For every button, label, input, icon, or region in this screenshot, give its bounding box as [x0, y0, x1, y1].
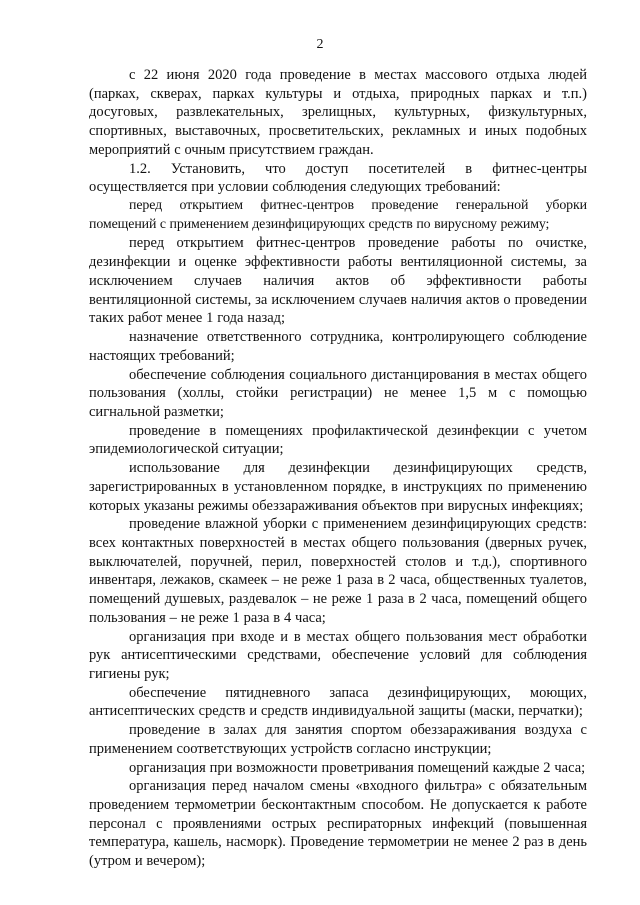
paragraph: использование для дезинфекции дезинфицирующих средств, зарегистрированных в установленном порядке, в инструкциях по применению которых указаны режимы обеззараживания объектов при вирусных инфекциях;	[89, 460, 587, 514]
paragraph: организация при входе и в местах общего пользования мест обработки рук антисептическими средствами, обеспечение условий для соблюдения гигиены рук;	[89, 628, 587, 682]
page-number: 2	[316, 37, 324, 52]
paragraph: обеспечение пятидневного запаса дезинфицирующих, моющих, антисептических средств и средств индивидуальной защиты (маски, перчатки);	[89, 684, 587, 720]
paragraph: перед открытием фитнес-центров проведение генеральной уборки помещений с применением дезинфицирующих средств по вирусному режиму;	[89, 198, 587, 232]
document-body	[89, 66, 587, 871]
paragraph: проведение в помещениях профилактической дезинфекции с учетом эпидемиологической ситуации;	[89, 422, 587, 458]
paragraph: с 22 июня 2020 года проведение в местах массового отдыха людей (парках, скверах, парках культуры и отдыха, природных парках и т.п.) досуговых, развлекательных, зрелищных, культурных, физкультурных, спортивных, выставочных, просветительских, рекламных и иных подобных мероприятий с очным присутствием граждан.	[89, 67, 587, 158]
paragraph: 1.2. Установить, что доступ посетителей в фитнес-центры осуществляется при условии соблюдения следующих требований:	[89, 160, 587, 196]
paragraph: проведение влажной уборки с применением дезинфицирующих средств: всех контактных поверхностей в местах общего пользования (дверных ручек, выключателей, поручней, перил, поверхностей столов и т.д.), спортивного инвентаря, лежаков, скамеек – не реже 1 раза в 2 часа, общественных туалетов, помещений душевых, раздевалок – не реже 1 раза в 2 часа, помещений общего пользования – не реже 1 раза в 4 часа;	[89, 516, 587, 626]
paragraph: организация перед началом смены «входного фильтра» с обязательным проведением термометрии бесконтактным способом. Не допускается к работе персонал с проявлениями острых респираторных инфекций (повышенная температура, кашель, насморк). Проведение термометрии не менее 2 раз в день (утром и вечером);	[89, 778, 587, 870]
paragraph: организация при возможности проветривания помещений каждые 2 часа;	[129, 759, 586, 776]
paragraph: обеспечение соблюдения социального дистанцирования в местах общего пользования (холлы, стойки регистрации) не менее 1,5 м с помощью сигнальной разметки;	[89, 366, 587, 420]
paragraph: перед открытием фитнес-центров проведение работы по очистке, дезинфекции и оценке эффективности работы вентиляционной системы, за исключением случаев наличия актов об эффективности работы вентиляционной системы, за исключением случаев наличия актов о проведении таких работ менее 1 года назад;	[89, 235, 587, 327]
paragraph: проведение в залах для занятия спортом обеззараживания воздуха с применением соответствующих устройств согласно инструкции;	[89, 722, 587, 757]
paragraph: назначение ответственного сотрудника, контролирующего соблюдение настоящих требований;	[89, 329, 587, 364]
